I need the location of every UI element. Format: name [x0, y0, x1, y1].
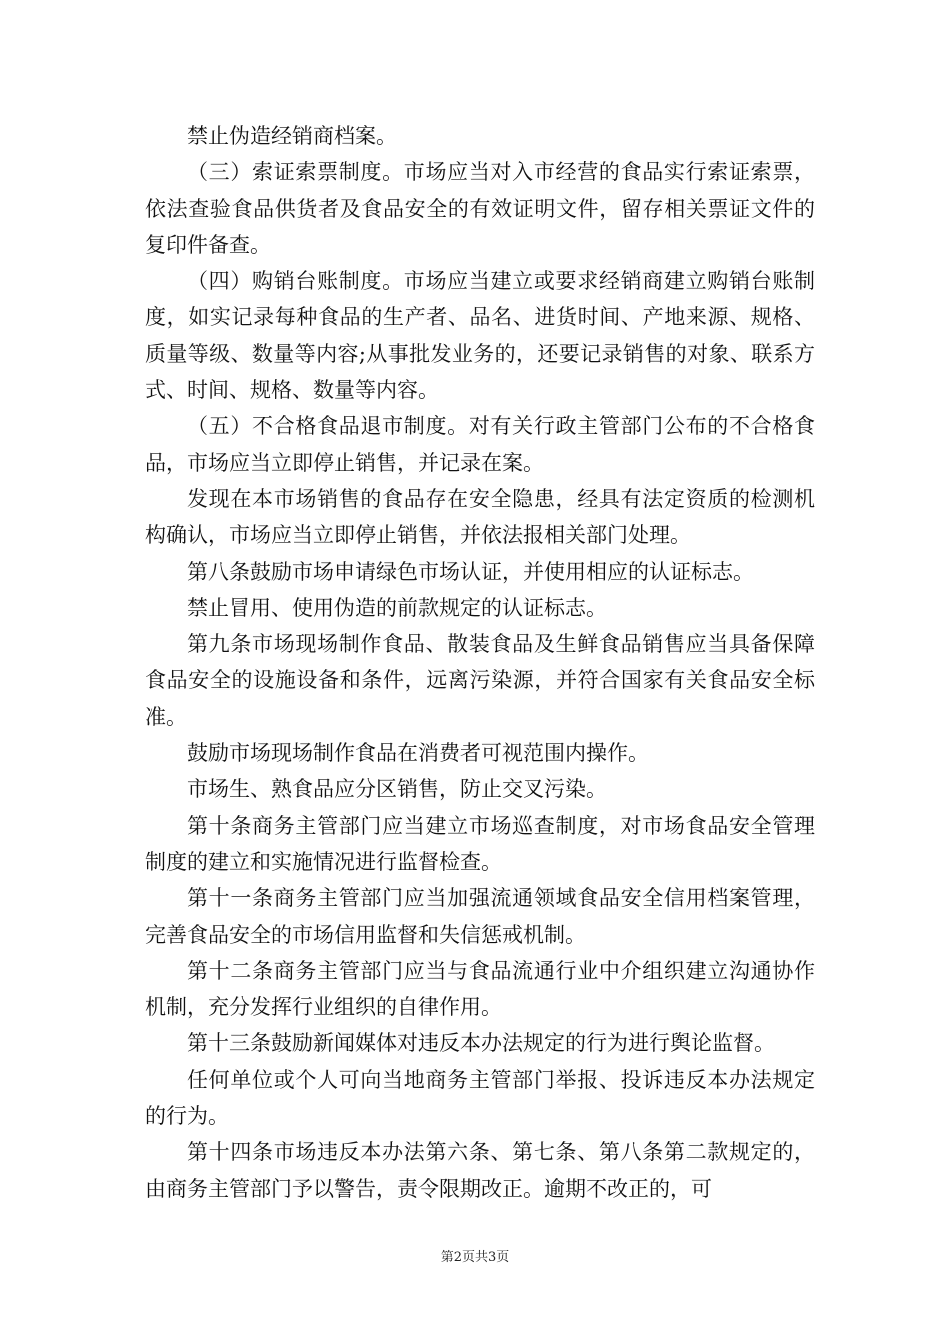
paragraph-11: 第十条商务主管部门应当建立市场巡查制度，对市场食品安全管理制度的建立和实施情况进行监督检查。: [145, 813, 815, 874]
paragraph-13: 第十二条商务主管部门应当与食品流通行业中介组织建立沟通协作机制，充分发挥行业组织的自律作用。: [145, 958, 815, 1020]
paragraph-2: （三）索证索票制度。市场应当对入市经营的食品实行索证索票，依法查验食品供货者及食品安全的有效证明文件，留存相关票证文件的复印件备查。: [145, 160, 815, 257]
paragraph-10: 市场生、熟食品应分区销售，防止交叉污染。: [187, 777, 607, 802]
paragraph-8: 第九条市场现场制作食品、散装食品及生鲜食品销售应当具备保障食品安全的设施设备和条件，远离污染源，并符合国家有关食品安全标准。: [145, 632, 815, 729]
paragraph-9: 鼓励市场现场制作食品在消费者可视范围内操作。: [187, 741, 649, 766]
page-number-label: 第2页共3页: [440, 1250, 510, 1265]
page-footer: [0, 1246, 950, 1265]
paragraph-15: 任何单位或个人可向当地商务主管部门举报、投诉违反本办法规定的行为。: [145, 1067, 815, 1129]
paragraph-16: 第十四条市场违反本办法第六条、第七条、第八条第二款规定的，由商务主管部门予以警告，责令限期改正。逾期不改正的，可: [145, 1140, 815, 1201]
paragraph-14: 第十三条鼓励新闻媒体对违反本办法规定的行为进行舆论监督。: [187, 1031, 775, 1056]
paragraph-3: （四）购销台账制度。市场应当建立或要求经销商建立购销台账制度，如实记录每种食品的生产者、品名、进货时间、产地来源、规格、质量等级、数量等内容;从事批发业务的，还要记录销售的对象、联系方式、时间、规格、数量等内容。: [145, 269, 815, 403]
paragraph-7: 禁止冒用、使用伪造的前款规定的认证标志。: [187, 595, 607, 620]
paragraph-12: 第十一条商务主管部门应当加强流通领域食品安全信用档案管理，完善食品安全的市场信用监督和失信惩戒机制。: [145, 886, 815, 947]
paragraph-5: 发现在本市场销售的食品存在安全隐患，经具有法定资质的检测机构确认，市场应当立即停止销售，并依法报相关部门处理。: [145, 486, 815, 548]
paragraph-1: 禁止伪造经销商档案。: [187, 124, 397, 148]
paragraph-4: （五）不合格食品退市制度。对有关行政主管部门公布的不合格食品，市场应当立即停止销售，并记录在案。: [145, 414, 815, 475]
paragraph-6: 第八条鼓励市场申请绿色市场认证，并使用相应的认证标志。: [187, 559, 754, 584]
document-body: [145, 118, 815, 1207]
